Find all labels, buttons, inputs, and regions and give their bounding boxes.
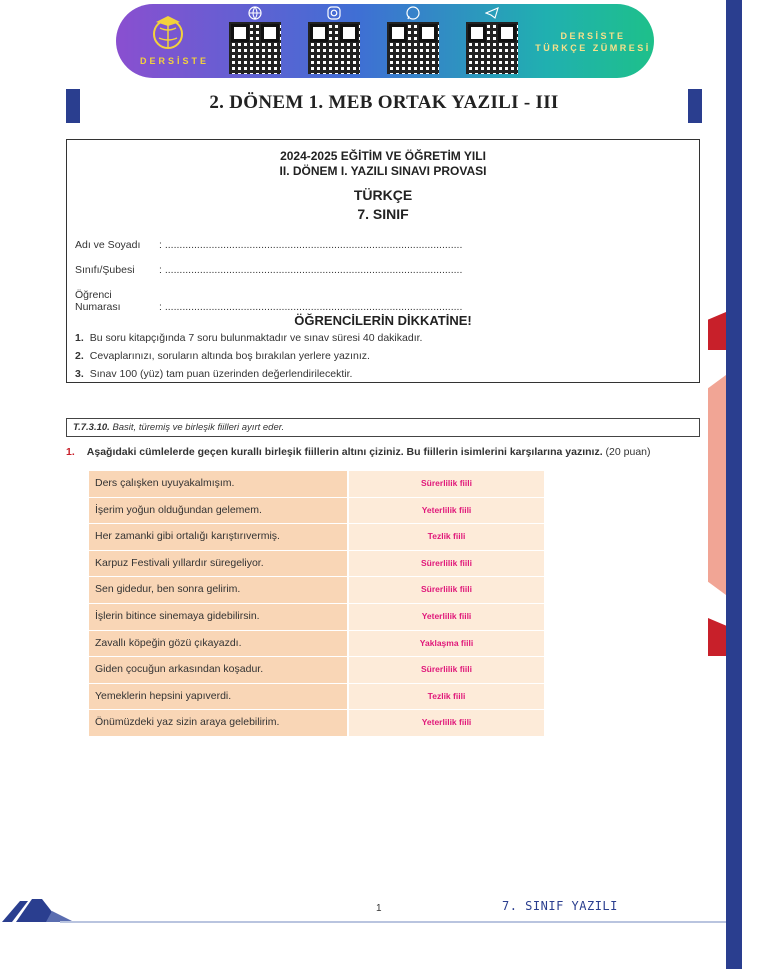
field-number[interactable]: Öğrenci Numarası : ...................................................................................................... [75, 289, 463, 313]
table-row [89, 657, 544, 684]
sentence-cell: İşerim yoğun olduğundan gelemem. [89, 498, 349, 524]
attention-note: 1. Bu soru kitapçığında 7 soru bulunmaktadır ve sınav süresi 40 dakikadır. [75, 332, 423, 344]
answer-cell[interactable]: Sürerlilik fiili [349, 551, 544, 577]
qr-telegram[interactable] [462, 6, 522, 74]
answer-cell[interactable]: Yaklaşma fiili [349, 631, 544, 657]
brand-text: DERSİSTE [140, 56, 210, 66]
page-number: 1 [376, 903, 382, 914]
attention-note: 2. Cevaplarınızı, soruların altında boş bırakılan yerlere yazınız. [75, 350, 370, 362]
side-subject-label: TÜRKÇE [692, 466, 703, 514]
table-row [89, 524, 544, 551]
exam-info-box [66, 139, 700, 383]
answer-table [89, 471, 544, 737]
brain-logo-icon [148, 12, 188, 52]
grade-line: 7. SINIF [357, 206, 409, 222]
qr-code [308, 22, 360, 74]
answer-cell[interactable]: Yeterlilik fiili [349, 710, 544, 736]
table-row [89, 471, 544, 498]
qr-whatsapp[interactable] [383, 6, 443, 74]
answer-cell[interactable]: Sürerlilik fiili [349, 471, 544, 497]
answer-cell[interactable]: Sürerlilik fiili [349, 657, 544, 683]
answer-cell[interactable]: Yeterlilik fiili [349, 498, 544, 524]
field-class[interactable]: Sınıfı/Şubesi : ...................................................................................................... [75, 264, 463, 276]
sentence-cell: Sen gidedur, ben sonra gelirim. [89, 577, 349, 603]
qr-instagram[interactable] [304, 6, 364, 74]
table-row [89, 577, 544, 604]
side-tab-red-top [708, 312, 726, 350]
sentence-cell: Yemeklerin hepsini yapıverdi. [89, 684, 349, 710]
qr-code [466, 22, 518, 74]
page-title: 2. DÖNEM 1. MEB ORTAK YAZILI - III [209, 92, 559, 113]
qr-code [387, 22, 439, 74]
term-line: II. DÖNEM I. YAZILI SINAVI PROVASI [279, 164, 487, 178]
answer-cell[interactable]: Tezlik fiili [349, 524, 544, 550]
answer-cell[interactable]: Sürerlilik fiili [349, 577, 544, 603]
sentence-cell: Her zamanki gibi ortalığı karıştırıvermiş. [89, 524, 349, 550]
learning-objective: T.7.3.10. Basit, türemiş ve birleşik fiilleri ayırt eder. [66, 418, 700, 437]
sentence-cell: Giden çocuğun arkasından koşadur. [89, 657, 349, 683]
table-row [89, 631, 544, 658]
footer-grade-label: 7. SINIF YAZILI [502, 899, 618, 913]
sentence-cell: Önümüzdeki yaz sizin araya gelebilirim. [89, 710, 349, 736]
table-row [89, 710, 544, 737]
table-row [89, 551, 544, 578]
table-row [89, 684, 544, 711]
field-name[interactable]: Adı ve Soyadı : ...................................................................................................... [75, 239, 463, 251]
side-tab-red-bottom [708, 618, 726, 656]
table-row [89, 498, 544, 525]
attention-note: 3. Sınav 100 (yüz) tam puan üzerinden değerlendirilecektir. [75, 368, 353, 380]
sentence-cell: Ders çalışken uyuyakalmışım. [89, 471, 349, 497]
question-1: 1. Aşağıdaki cümlelerde geçen kurallı birleşik fiillerin altını çiziniz. Bu fiillerin isimlerini karşılarına yazınız. (20 puan) [66, 446, 651, 458]
side-tab-subject [708, 375, 726, 595]
footer-logo-icon [2, 897, 74, 922]
year-line: 2024-2025 EĞİTİM VE ÖĞRETİM YILI [280, 149, 486, 163]
qr-code [229, 22, 281, 74]
instagram-icon [327, 6, 341, 20]
title-accent-right [688, 89, 702, 123]
zumre-label: DERSİSTE TÜRKÇE ZÜMRESİ [535, 31, 651, 53]
footer-divider [60, 921, 726, 923]
telegram-icon [485, 6, 499, 20]
attention-title: ÖĞRENCİLERİN DİKKATİNE! [294, 313, 472, 328]
answer-cell[interactable]: Yeterlilik fiili [349, 604, 544, 630]
sentence-cell: Zavallı köpeğin gözü çıkayazdı. [89, 631, 349, 657]
globe-icon [248, 6, 262, 20]
sentence-cell: İşlerin bitince sinemaya gidebilirsin. [89, 604, 349, 630]
title-accent-left [66, 89, 80, 123]
qr-website[interactable] [225, 6, 285, 74]
whatsapp-icon [406, 6, 420, 20]
table-row [89, 604, 544, 631]
side-band [726, 0, 742, 969]
answer-cell[interactable]: Tezlik fiili [349, 684, 544, 710]
sentence-cell: Karpuz Festivali yıllardır süregeliyor. [89, 551, 349, 577]
subject-line: TÜRKÇE [353, 187, 413, 203]
